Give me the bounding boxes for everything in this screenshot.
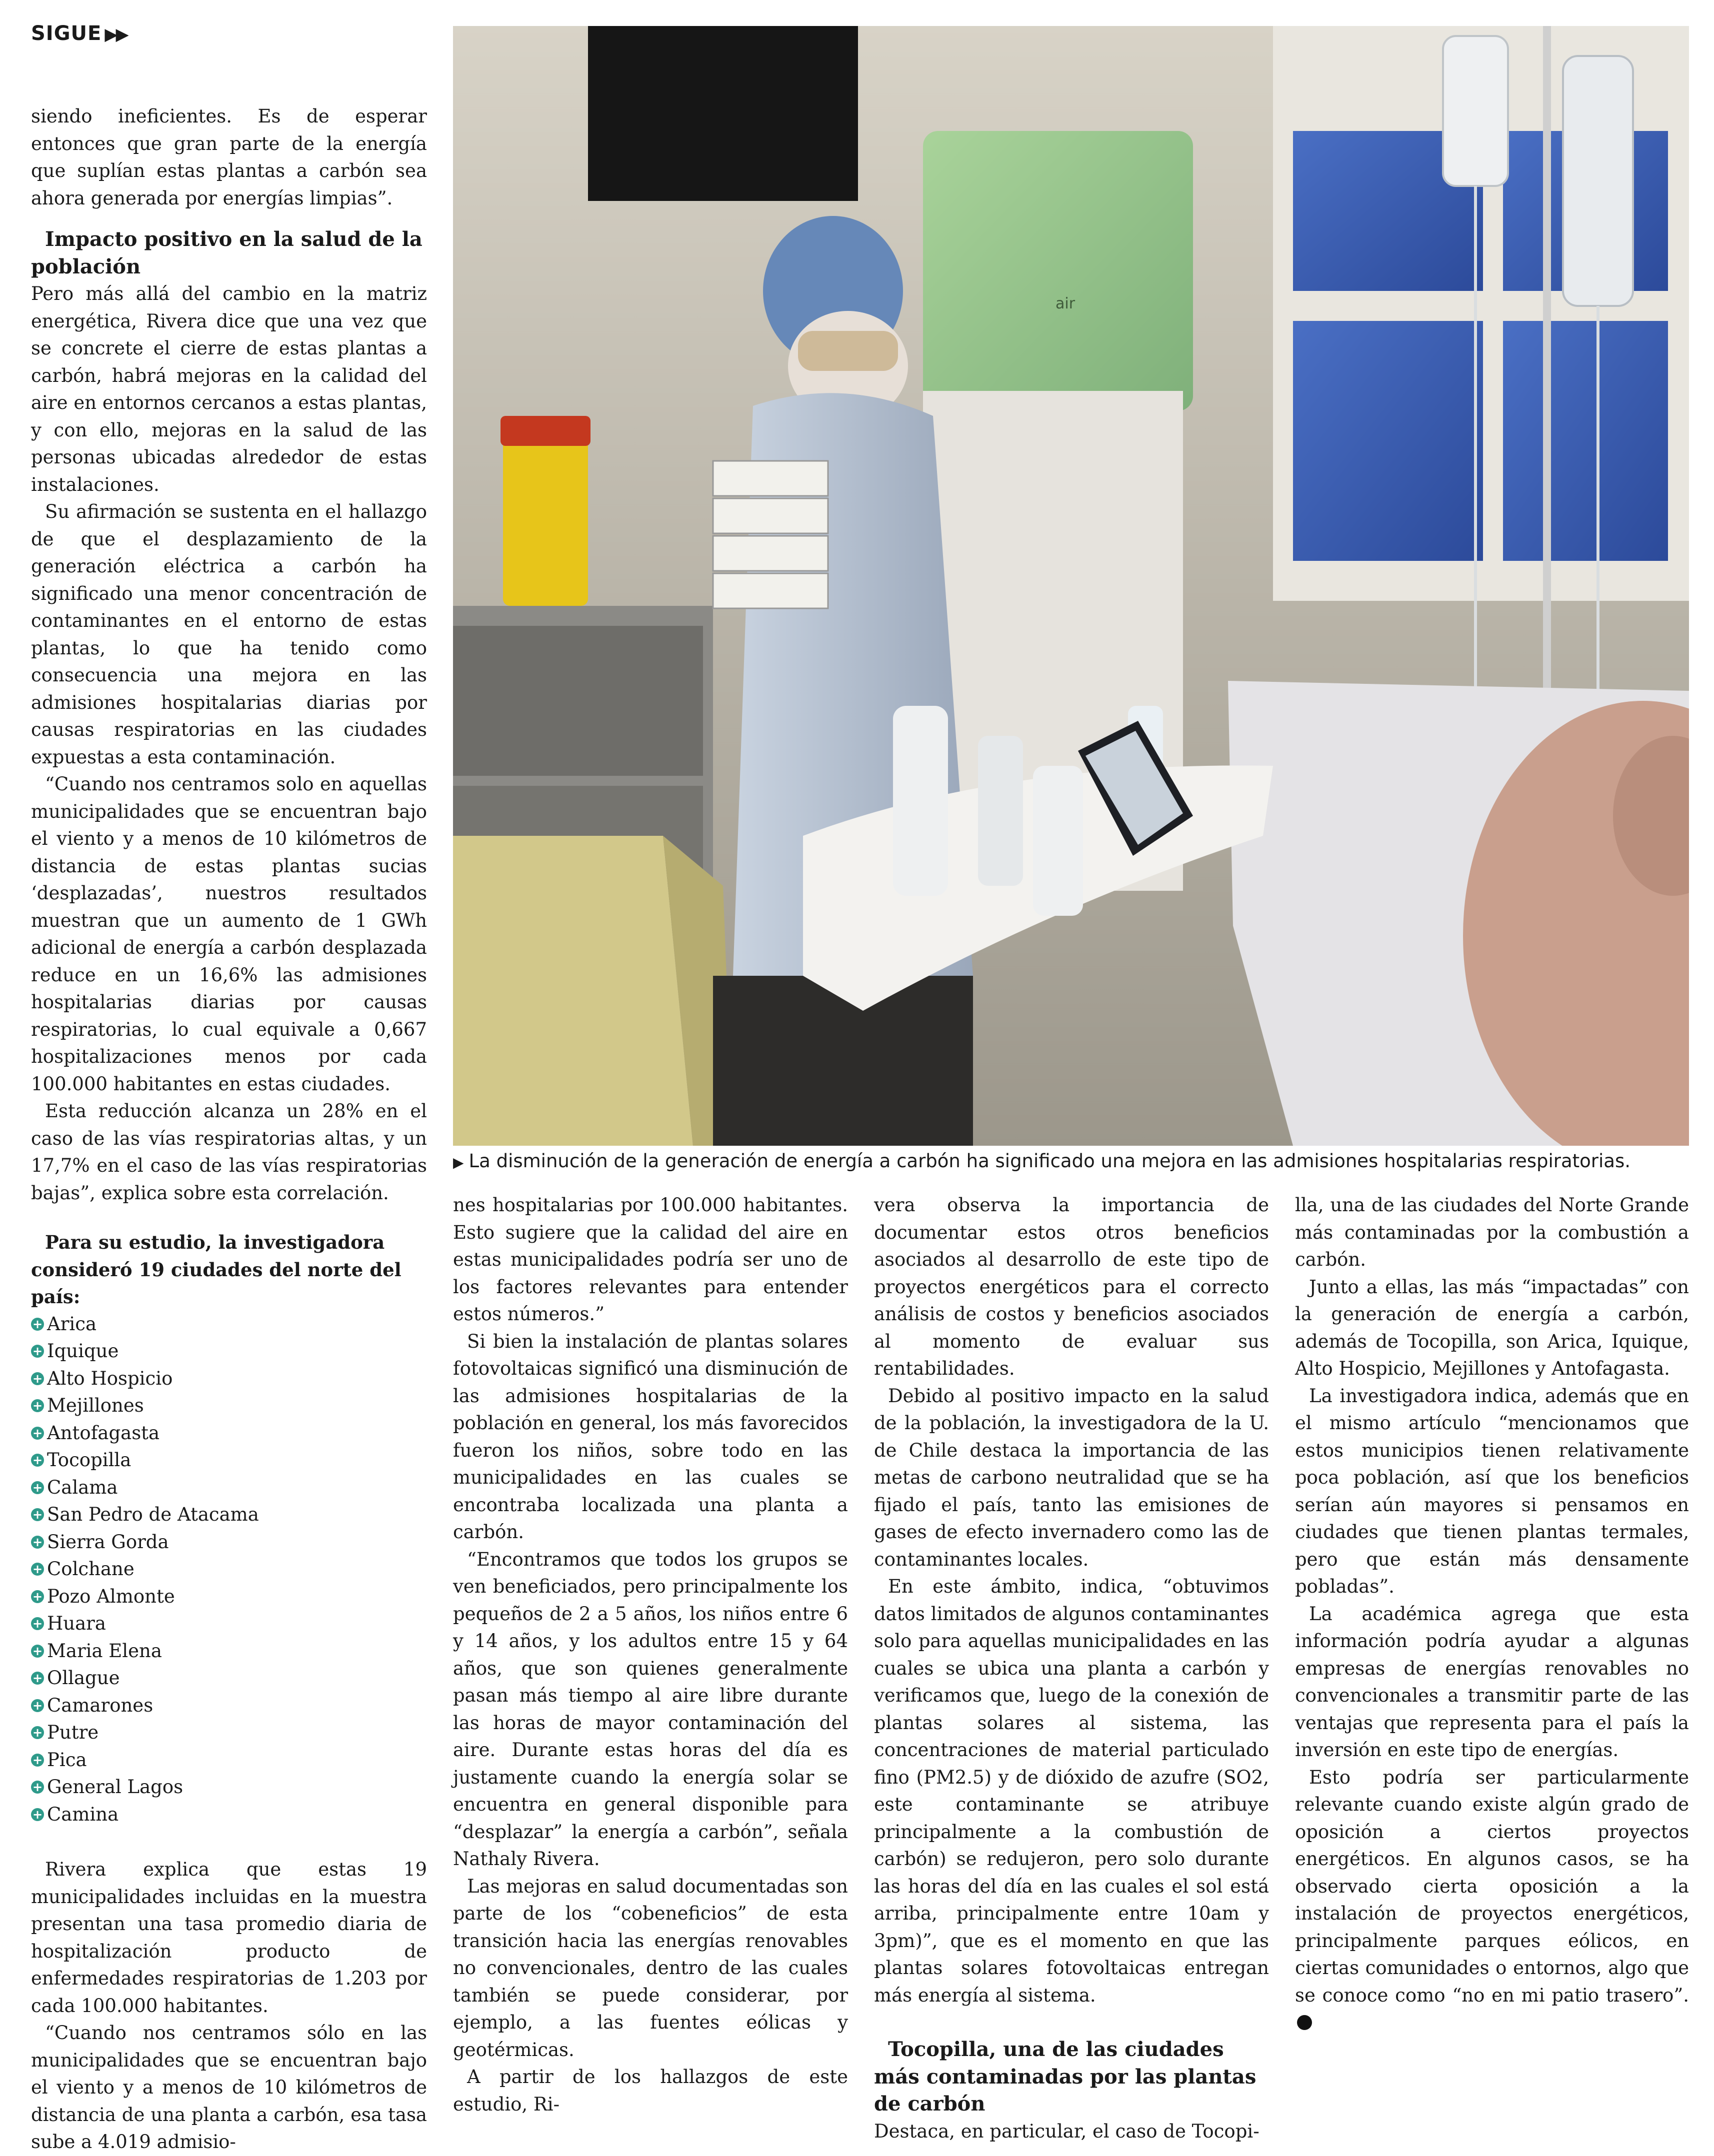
city-item bbox=[31, 1420, 427, 1447]
plus-bullet-icon: + bbox=[31, 1672, 44, 1685]
section-label-text: SIGUE bbox=[31, 22, 102, 45]
city-name: Alto Hospicio bbox=[47, 1367, 173, 1389]
paragraph: Las mejoras en salud documentadas son parte de los “cobeneficios” de esta transición hacia las energías renovables no convencionales, dentro de las cuales también se puede considerar, por ejemplo, a las fuentes eólicas y geotérmicas. bbox=[453, 1875, 848, 2061]
city-item bbox=[31, 1638, 427, 1665]
city-name: Arica bbox=[47, 1313, 97, 1335]
caption-text: La disminución de la generación de energía a carbón ha significado una mejora en las admisiones hospitalarias respiratorias. bbox=[468, 1150, 1630, 1172]
paragraph: lla, una de las ciudades del Norte Grande más contaminadas por la combustión a carbón. bbox=[1295, 1194, 1689, 1270]
city-name: Huara bbox=[47, 1613, 106, 1634]
city-item bbox=[31, 1392, 427, 1420]
city-item bbox=[31, 1338, 427, 1365]
city-name: Camina bbox=[47, 1803, 119, 1825]
city-item bbox=[31, 1801, 427, 1829]
city-item bbox=[31, 1665, 427, 1692]
plus-bullet-icon: + bbox=[31, 1345, 44, 1358]
paragraph: Esta reducción alcanza un 28% en el caso de las vías respiratorias altas, y un 17,7% en el caso de las vías respiratorias bajas”, explica sobre esta correlación. bbox=[31, 1100, 427, 1204]
plus-bullet-icon: + bbox=[31, 1454, 44, 1467]
city-name: Putre bbox=[47, 1722, 99, 1743]
paragraph: Su afirmación se sustenta en el hallazgo de que el desplazamiento de la generación eléctrica a carbón ha significado una menor concentración de contaminantes en el entorno de estas plantas, lo que ha tenido como consecuencia una mejora en las admisiones hospitalarias diarias por causas respiratorias en las ciudades expuestas a esta contaminación. bbox=[31, 501, 427, 768]
subheading: Tocopilla, una de las ciudades más contaminadas por las plantas de carbón bbox=[874, 2038, 1256, 2116]
column-3 bbox=[874, 1192, 1269, 2145]
paragraph: Debido al positivo impacto en la salud de la población, la investigadora de la U. de Chile destaca la importancia de las metas de carbono neutralidad que se ha fijado el país, tanto las emisiones de gases de efecto invernadero como las de contaminantes locales. bbox=[874, 1385, 1269, 1570]
paragraph: Destaca, en particular, el caso de Tocopi- bbox=[874, 2120, 1260, 2142]
plus-bullet-icon: + bbox=[31, 1754, 44, 1767]
column-2 bbox=[453, 1192, 848, 2118]
paragraph: siendo ineficientes. Es de esperar entonces que gran parte de la energía que suplían estas plantas a carbón sea ahora generada por energías limpias”. bbox=[31, 105, 427, 209]
paragraph: En este ámbito, indica, “obtuvimos datos limitados de algunos contaminantes solo para aquellas municipalidades en las cuales se ubica una planta a carbón y verificamos que, luego de la conexión de plantas solares al sistema, las concentraciones de material particulado fino (PM2.5) y de dióxido de azufre (SO2, este contaminante se atribuye principalmente a la combustión de carbón) se redujeron, pero solo durante las horas del día en las cuales el sol está arriba, principalmente entre 10am y 3pm)”, que es el momento en que las plantas solares fotovoltaicas entregan más energía al sistema. bbox=[874, 1576, 1269, 2006]
section-label bbox=[31, 22, 127, 45]
paragraph: “Cuando nos centramos sólo en las municipalidades que se encuentran bajo el viento y a menos de 10 kilómetros de distancia de una planta a carbón, esa tasa sube a 4.019 admisio- bbox=[31, 2022, 427, 2153]
city-list bbox=[31, 1311, 427, 1829]
column-4 bbox=[1295, 1192, 1689, 2037]
paragraph: Si bien la instalación de plantas solares fotovoltaicas significó una disminución de las admisiones hospitalarias de la población en general, los más favorecidos fueron los niños, sobre todo en las municipalidades en las cuales se encontraba localizada una planta a carbón. bbox=[453, 1330, 848, 1543]
double-arrow-icon: ▶▶ bbox=[104, 24, 127, 44]
paragraph: Junto a ellas, las más “impactadas” con la generación de energía a carbón, además de Tocopilla, son Arica, Iquique, Alto Hospicio, Mejillones y Antofagasta. bbox=[1295, 1276, 1689, 1379]
plus-bullet-icon: + bbox=[31, 1481, 44, 1494]
paragraph-text: Esto podría ser particularmente relevante cuando existe algún grado de oposición a ciertos proyectos energéticos. En algunos casos, se ha observado cierta oposición a la instalación de proyectos energéticos, principalmente parques eólicos, en ciertas comunidades o entornos, algo que se conoce como “no en mi patio trasero”. bbox=[1295, 1766, 1689, 2006]
city-name: Antofagasta bbox=[47, 1422, 160, 1444]
city-item bbox=[31, 1610, 427, 1638]
end-mark-icon bbox=[1297, 2015, 1312, 2030]
paragraph: La investigadora indica, además que en el mismo artículo “mencionamos que estos municipios tienen relativamente poca población, así que los beneficios serían aún mayores si pensamos en ciudades que tienen plantas termales, pero que están más densamente pobladas”. bbox=[1295, 1385, 1689, 1597]
paragraph: “Encontramos que todos los grupos se ven beneficiados, pero principalmente los pequeños de 2 a 5 años, los niños entre 6 y 14 años, y los adultos entre 15 y 64 años, que son quienes generalmente pasan más tiempo al aire libre durante las horas de mayor contaminación del aire. Durante estas horas del día es justamente cuando la energía solar se encuentra en general disponible para “desplazar” la energía a carbón”, señala Nathaly Rivera. bbox=[453, 1548, 848, 1870]
city-name: Colchane bbox=[47, 1558, 134, 1580]
plus-bullet-icon: + bbox=[31, 1617, 44, 1630]
city-item bbox=[31, 1447, 427, 1474]
plus-bullet-icon: + bbox=[31, 1590, 44, 1603]
subheading: Impacto positivo en la salud de la población bbox=[31, 227, 422, 278]
plus-bullet-icon: + bbox=[31, 1563, 44, 1576]
caption-arrow-icon: ▶ bbox=[453, 1154, 464, 1171]
paragraph: vera observa la importancia de documentar estos otros beneficios asociados al desarrollo de este tipo de proyectos energéticos para el correcto análisis de costos y beneficios asociados al momento de evaluar sus rentabilidades. bbox=[874, 1194, 1269, 1379]
city-item bbox=[31, 1747, 427, 1774]
paragraph: A partir de los hallazgos de este estudio, Ri- bbox=[453, 2066, 848, 2115]
city-name: Pozo Almonte bbox=[47, 1585, 175, 1607]
column-1 bbox=[31, 103, 427, 2156]
plus-bullet-icon: + bbox=[31, 1781, 44, 1794]
plus-bullet-icon: + bbox=[31, 1427, 44, 1440]
plus-bullet-icon: + bbox=[31, 1318, 44, 1331]
city-item bbox=[31, 1474, 427, 1502]
city-name: Camarones bbox=[47, 1694, 154, 1716]
plus-bullet-icon: + bbox=[31, 1399, 44, 1412]
city-item bbox=[31, 1556, 427, 1583]
city-item bbox=[31, 1311, 427, 1338]
hospital-photo bbox=[453, 26, 1689, 1146]
paragraph bbox=[1295, 1764, 1689, 2037]
city-item bbox=[31, 1583, 427, 1611]
plus-bullet-icon: + bbox=[31, 1699, 44, 1712]
city-name: Pica bbox=[47, 1749, 87, 1771]
paragraph: nes hospitalarias por 100.000 habitantes. Esto sugiere que la calidad del aire en estas municipalidades podría ser uno de los factores relevantes para entender estos números.” bbox=[453, 1194, 848, 1325]
plus-bullet-icon: + bbox=[31, 1508, 44, 1521]
city-item bbox=[31, 1692, 427, 1720]
list-intro: Para su estudio, la investigadora consideró 19 ciudades del norte del país: bbox=[31, 1231, 402, 1308]
city-name: Mejillones bbox=[47, 1395, 144, 1416]
plus-bullet-icon: + bbox=[31, 1808, 44, 1821]
city-item bbox=[31, 1529, 427, 1556]
paragraph: Pero más allá del cambio en la matriz energética, Rivera dice que una vez que se concrete el cierre de estas plantas a carbón, habrá mejoras en la calidad del aire en entornos cercanos a estas plantas, y con ello, mejoras en la salud de las personas ubicadas alrededor de estas instalaciones. bbox=[31, 283, 427, 495]
city-name: General Lagos bbox=[47, 1776, 184, 1798]
photo-caption bbox=[453, 1148, 1689, 1176]
city-name: Sierra Gorda bbox=[47, 1531, 169, 1553]
city-item bbox=[31, 1774, 427, 1801]
city-name: Calama bbox=[47, 1476, 118, 1498]
city-name: Iquique bbox=[47, 1340, 119, 1362]
plus-bullet-icon: + bbox=[31, 1645, 44, 1658]
city-name: Ollague bbox=[47, 1667, 120, 1689]
paragraph: La académica agrega que esta información podría ayudar a algunas empresas de energías renovables no convencionales a transmitir parte de las ventajas que representa para el país la inversión en este tipo de energías. bbox=[1295, 1603, 1689, 1761]
plus-bullet-icon: + bbox=[31, 1726, 44, 1739]
city-name: Maria Elena bbox=[47, 1640, 162, 1662]
paragraph: “Cuando nos centramos solo en aquellas municipalidades que se encuentran bajo el viento y a menos de 10 kilómetros de distancia de estas plantas sucias ‘desplazadas’, nuestros resultados muestran que un aumento de 1 GWh adicional de energía a carbón desplazada reduce en un 16,6% las admisiones hospitalarias diarias por causas respiratorias, lo cual equivale a 0,667 hospitalizaciones menos por cada 100.000 habitantes en estas ciudades. bbox=[31, 773, 427, 1095]
city-name: San Pedro de Atacama bbox=[47, 1504, 259, 1525]
city-item bbox=[31, 1719, 427, 1747]
photo-illustration bbox=[453, 26, 1689, 1146]
plus-bullet-icon: + bbox=[31, 1536, 44, 1549]
city-item bbox=[31, 1501, 427, 1529]
paragraph: Rivera explica que estas 19 municipalidades incluidas en la muestra presentan una tasa promedio diaria de hospitalización producto de enfermedades respiratorias de 1.203 por cada 100.000 habitantes. bbox=[31, 1859, 427, 2017]
city-item bbox=[31, 1365, 427, 1393]
machine-label: air bbox=[1056, 295, 1076, 312]
plus-bullet-icon: + bbox=[31, 1372, 44, 1385]
city-name: Tocopilla bbox=[47, 1449, 132, 1471]
